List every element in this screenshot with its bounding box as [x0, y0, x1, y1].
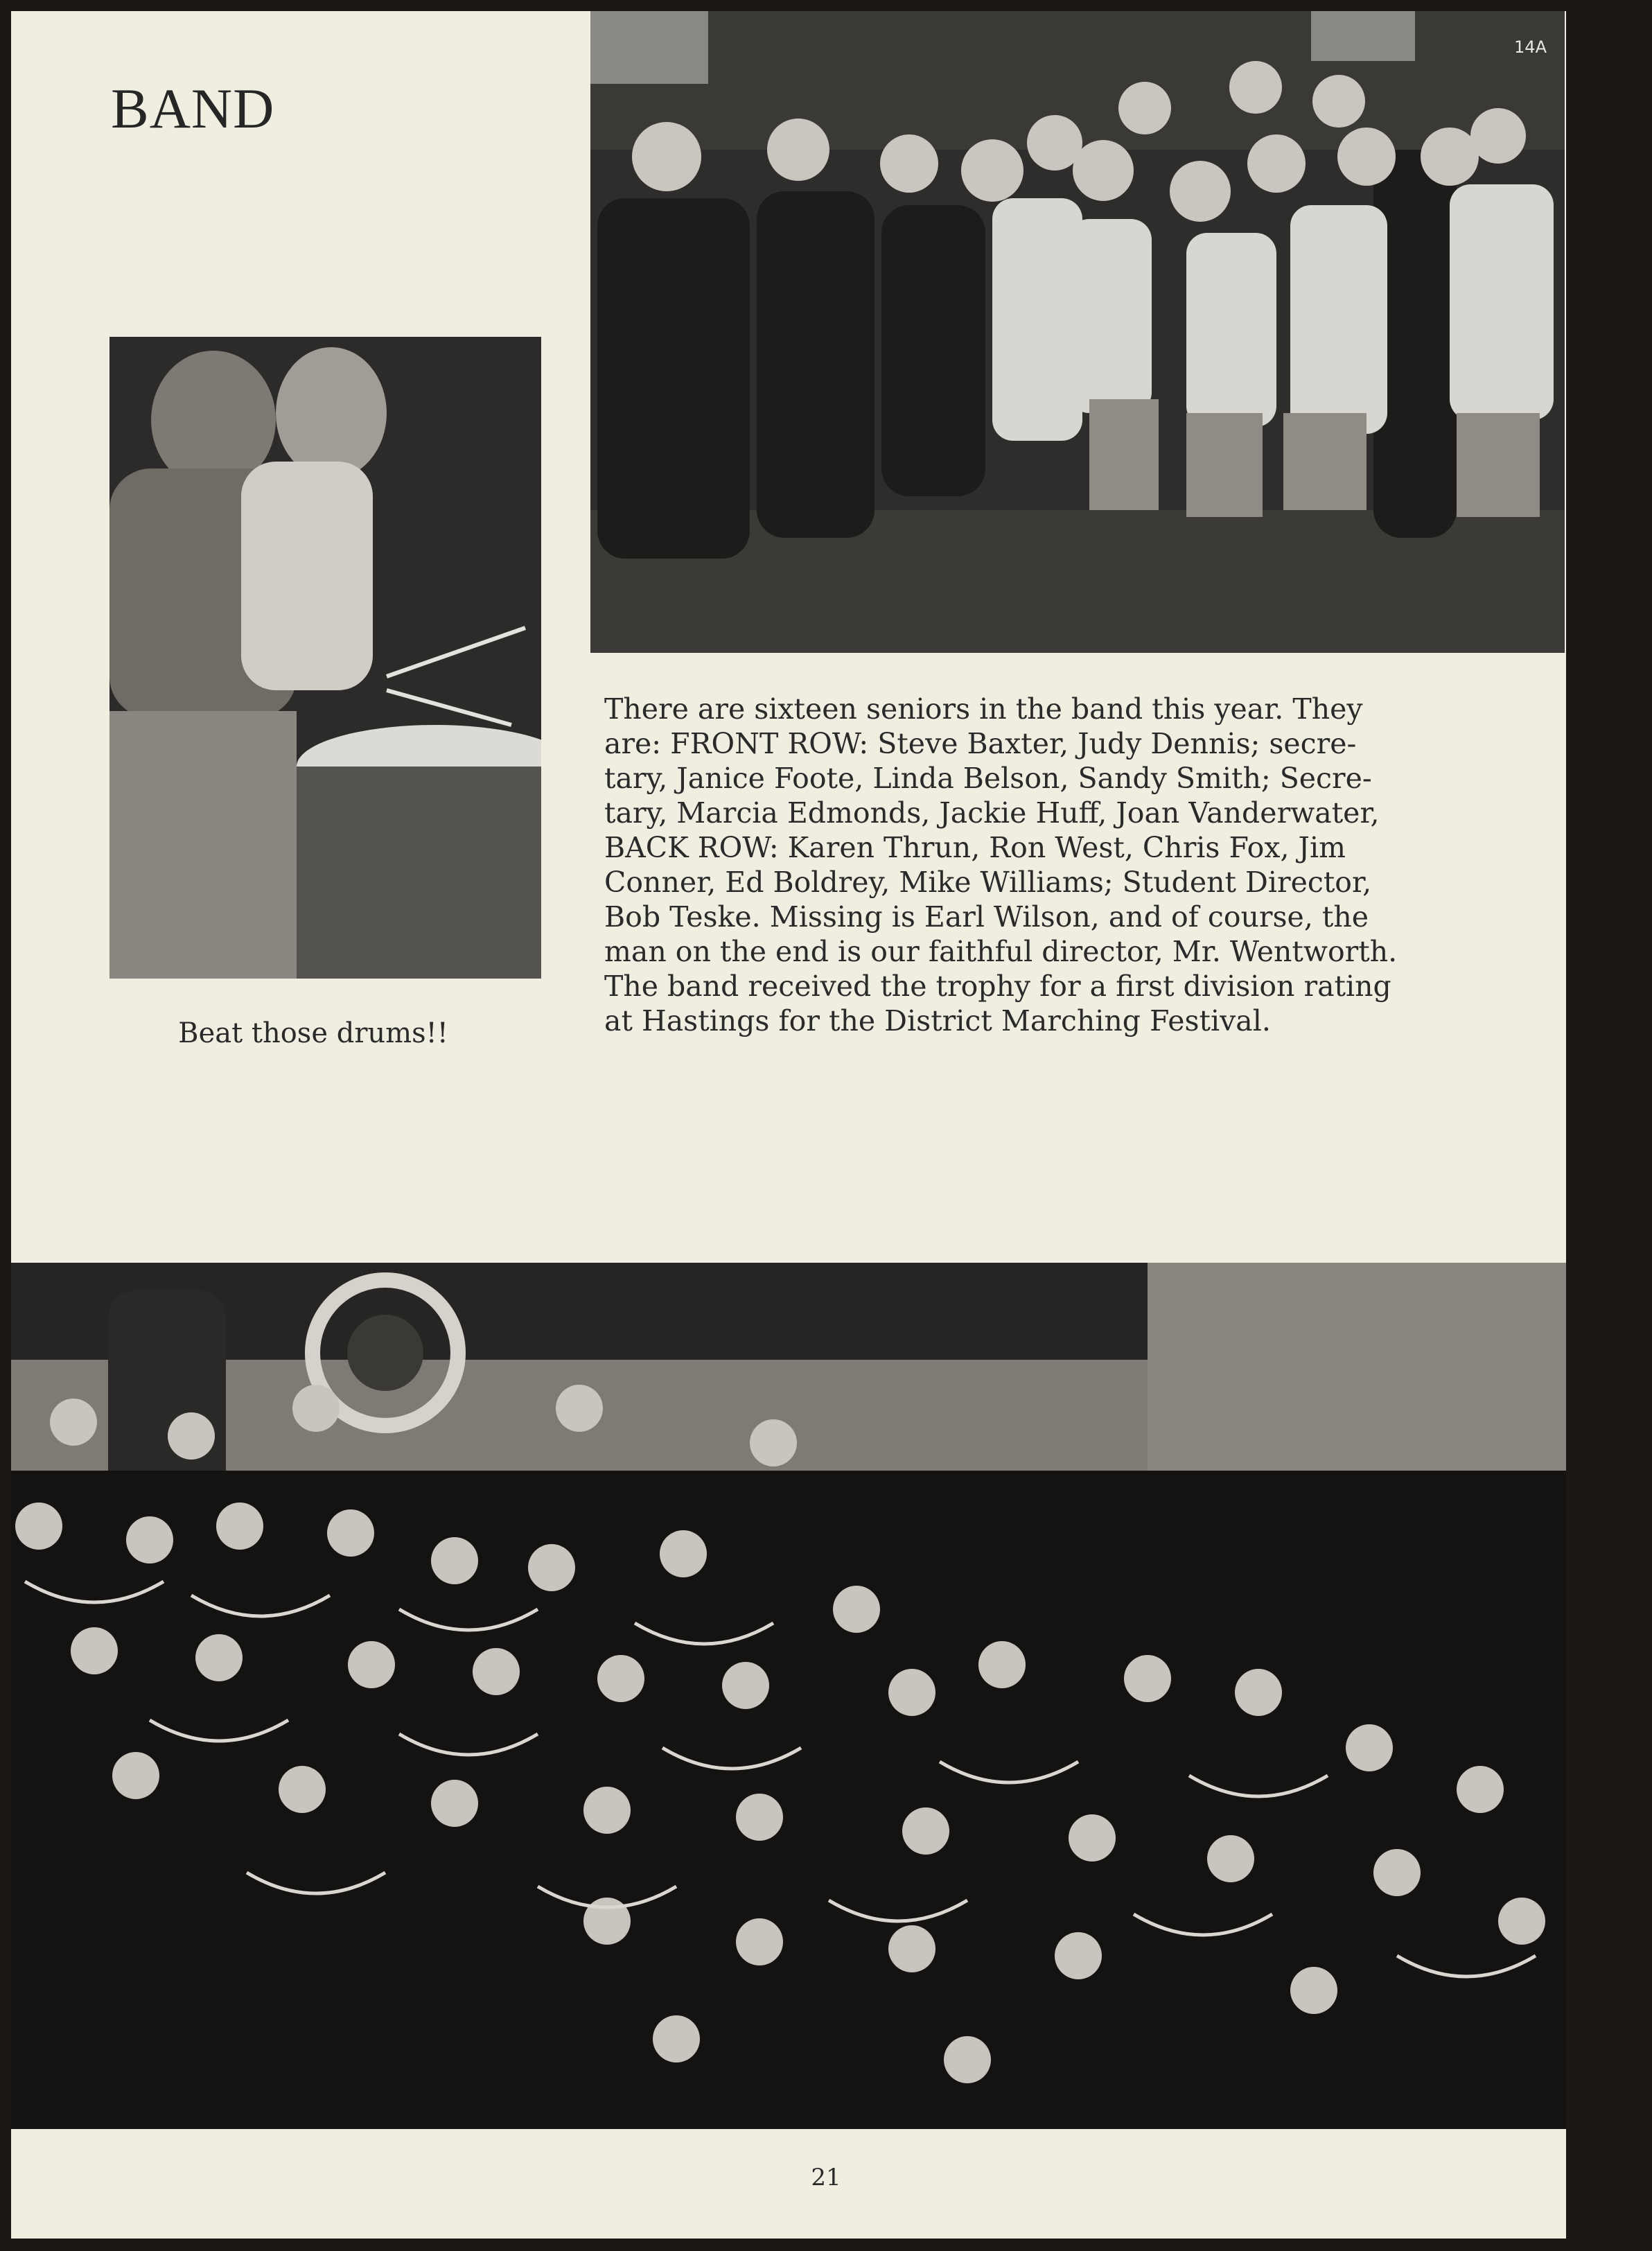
yearbook-page: [11, 11, 1566, 2239]
seniors-photo-image: [590, 11, 1565, 653]
seniors-photo: [590, 11, 1565, 653]
caption-line: Conner, Ed Boldrey, Mike Williams; Student Director,: [604, 866, 1372, 899]
caption-line: The band received the trophy for a first division rating: [604, 970, 1391, 1003]
caption-line: There are sixteen seniors in the band this year. They: [604, 692, 1363, 726]
page-number: 21: [811, 2164, 841, 2191]
drums-photo: [109, 337, 541, 979]
seniors-caption: [604, 692, 1533, 1038]
drums-photo-image: [109, 337, 541, 979]
caption-line: BACK ROW: Karen Thrun, Ron West, Chris Fox, Jim: [604, 831, 1346, 864]
band-photo: [11, 1263, 1566, 2129]
caption-line: at Hastings for the District Marching Festival.: [604, 1004, 1271, 1037]
caption-line: Bob Teske. Missing is Earl Wilson, and of course, the: [604, 900, 1369, 934]
caption-line: tary, Janice Foote, Linda Belson, Sandy Smith; Secre-: [604, 762, 1372, 795]
caption-line: man on the end is our faithful director, Mr. Wentworth.: [604, 935, 1398, 968]
caption-line: tary, Marcia Edmonds, Jackie Huff, Joan Vanderwater,: [604, 796, 1380, 830]
caption-line: are: FRONT ROW: Steve Baxter, Judy Dennis; secre-: [604, 727, 1357, 760]
band-photo-image: [11, 1263, 1566, 2129]
drums-caption: Beat those drums!!: [178, 1017, 448, 1049]
seniors-photo-corner-label: 14A: [1514, 37, 1547, 57]
page-title: BAND: [111, 77, 275, 140]
